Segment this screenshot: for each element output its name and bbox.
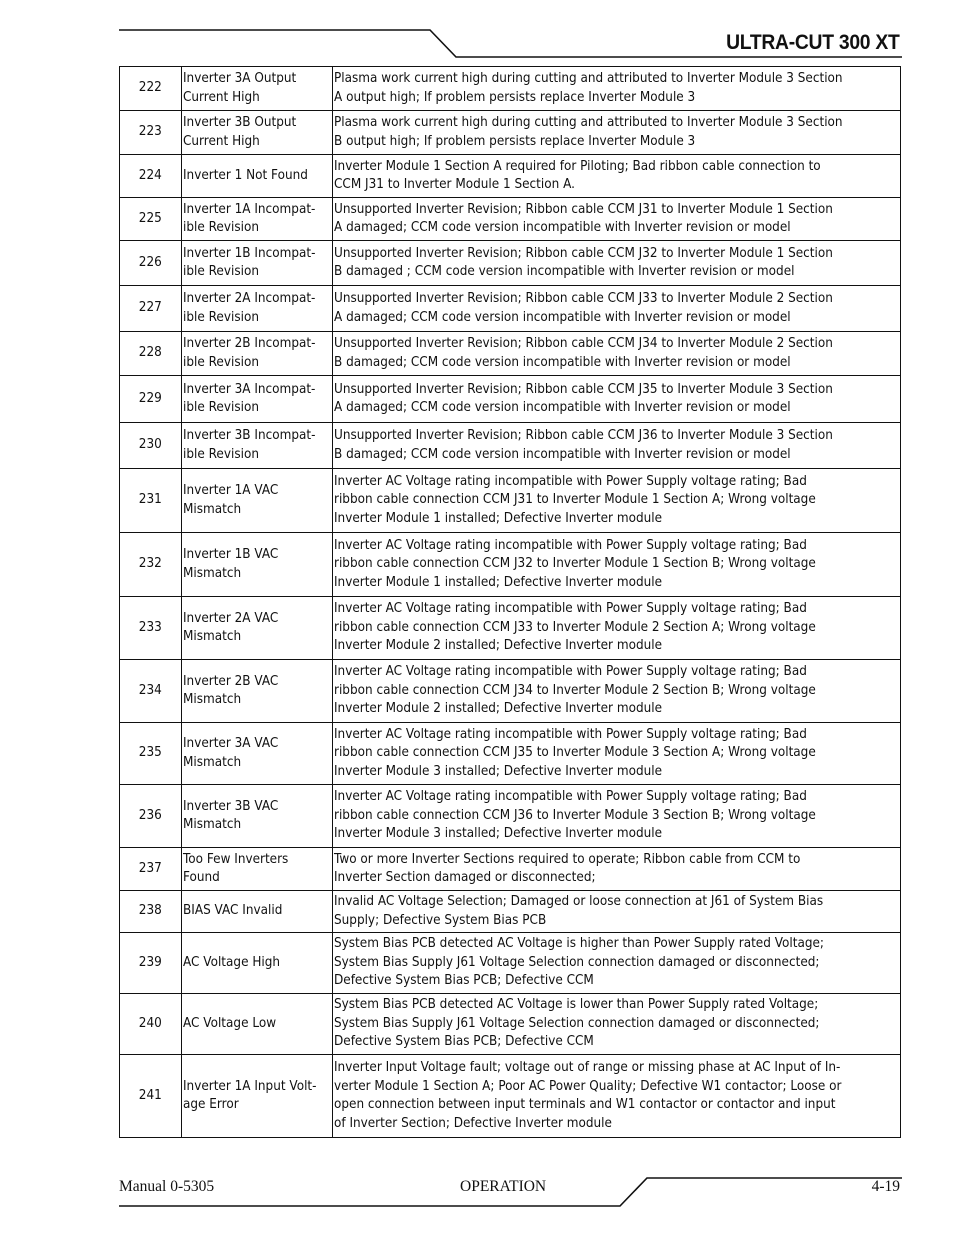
error-name-line: Inverter 2A Incompat- — [182, 291, 315, 306]
error-description-cell — [332, 155, 900, 198]
error-code-cell — [120, 891, 182, 933]
error-description-line: ribbon cable connection CCM J34 to Inverter Module 2 Section B; Wrong voltage — [333, 682, 816, 698]
error-code-cell — [120, 332, 182, 376]
error-description-line: Inverter Module 3 installed; Defective Inverter module — [333, 826, 662, 842]
error-description-cell — [332, 597, 900, 660]
table-row — [120, 723, 901, 785]
error-name-cell — [181, 933, 332, 994]
table-row — [120, 597, 901, 660]
error-name-line: Inverter 1A Incompat- — [182, 201, 315, 217]
error-name-cell — [181, 376, 332, 423]
error-name-line: BIAS VAC Invalid — [182, 903, 282, 919]
error-description-line: Invalid AC Voltage Selection; Damaged or loose connection at J61 of System Bias — [333, 894, 824, 909]
error-name-line: Inverter 1A VAC — [182, 483, 278, 498]
error-description-cell — [332, 198, 900, 241]
error-description-line: ribbon cable connection CCM J31 to Inverter Module 1 Section A; Wrong voltage — [333, 492, 816, 508]
table-row — [120, 469, 901, 533]
error-description-cell — [332, 848, 900, 891]
error-description-line: Inverter Module 2 installed; Defective Inverter module — [333, 701, 662, 717]
error-name-cell — [181, 155, 332, 198]
error-name-line: ible Revision — [182, 309, 259, 325]
error-description-line: of Inverter Section; Defective Inverter module — [333, 1115, 612, 1131]
error-description-line: Unsupported Inverter Revision; Ribbon cable CCM J32 to Inverter Module 1 Section — [333, 245, 833, 261]
page-number: 4-19 — [871, 1178, 900, 1195]
error-description-line: Unsupported Inverter Revision; Ribbon cable CCM J36 to Inverter Module 3 Section — [333, 428, 833, 443]
error-code-cell — [120, 933, 182, 994]
error-description-line: Defective System Bias PCB; Defective CCM — [333, 973, 594, 989]
error-description-cell — [332, 994, 900, 1055]
table-row — [120, 241, 901, 286]
error-description-line: Two or more Inverter Sections required to operate; Ribbon cable from CCM to — [333, 851, 801, 867]
document-title: ULTRA-CUT 300 XT — [725, 31, 899, 54]
error-description-line: Inverter Module 3 installed; Defective Inverter module — [333, 763, 662, 779]
table-row — [120, 848, 901, 891]
error-description-line: ribbon cable connection CCM J33 to Inverter Module 2 Section A; Wrong voltage — [333, 619, 816, 635]
error-description-cell — [332, 933, 900, 994]
error-description-cell — [332, 660, 900, 723]
table-row — [120, 286, 901, 332]
error-name-cell — [181, 785, 332, 848]
error-code-line: 234 — [138, 682, 162, 698]
error-description-line: B damaged; CCM code version incompatible with Inverter revision or model — [333, 354, 791, 370]
error-description-cell — [332, 67, 900, 111]
error-description-cell — [332, 111, 900, 155]
error-description-line: Inverter AC Voltage rating incompatible with Power Supply voltage rating; Bad — [333, 601, 807, 617]
error-description-line: Inverter AC Voltage rating incompatible with Power Supply voltage rating; Bad — [333, 664, 807, 680]
error-name-line: Inverter 1B Incompat- — [182, 245, 316, 261]
error-code-cell — [120, 533, 182, 597]
error-description-line: verter Module 1 Section A; Poor AC Power Quality; Defective W1 contactor; Loose or — [333, 1078, 842, 1094]
error-description-cell — [332, 286, 900, 332]
error-name-cell — [181, 423, 332, 469]
error-code-line: 223 — [138, 124, 162, 140]
error-name-line: Current High — [182, 89, 260, 105]
section-name: OPERATION — [460, 1178, 547, 1195]
error-description-line: ribbon cable connection CCM J35 to Inverter Module 3 Section A; Wrong voltage — [333, 745, 816, 761]
table-row — [120, 785, 901, 848]
error-code-cell — [120, 723, 182, 785]
error-name-line: Mismatch — [182, 692, 241, 707]
error-code-line: 231 — [138, 492, 162, 508]
error-code-line: 235 — [138, 745, 162, 761]
error-description-line: CCM J31 to Inverter Module 1 Section A. — [333, 177, 575, 192]
table-row — [120, 198, 901, 241]
error-name-cell — [181, 67, 332, 111]
error-code-cell — [120, 67, 182, 111]
table-row — [120, 155, 901, 198]
error-code-cell — [120, 469, 182, 533]
error-name-line: Found — [182, 870, 220, 885]
table-row — [120, 660, 901, 723]
table-row — [120, 111, 901, 155]
error-name-cell — [181, 994, 332, 1055]
error-name-line: Mismatch — [182, 565, 241, 581]
error-code-cell — [120, 111, 182, 155]
error-name-cell — [181, 533, 332, 597]
error-name-line: Mismatch — [182, 501, 241, 517]
error-description-line: System Bias PCB detected AC Voltage is higher than Power Supply rated Voltage; — [333, 936, 824, 952]
error-name-line: Inverter 2B VAC — [182, 673, 278, 689]
error-code-line: 233 — [138, 619, 162, 635]
error-description-line: Unsupported Inverter Revision; Ribbon cable CCM J33 to Inverter Module 2 Section — [333, 291, 833, 306]
error-name-cell — [181, 660, 332, 723]
error-description-line: B output high; If problem persists replace Inverter Module 3 — [333, 133, 696, 149]
error-description-line: Inverter Module 1 Section A required for Piloting; Bad ribbon cable connection to — [333, 158, 821, 174]
error-description-cell — [332, 785, 900, 848]
error-code-line: 237 — [138, 860, 162, 876]
error-code-cell — [120, 286, 182, 332]
table-row — [120, 376, 901, 423]
error-description-line: ribbon cable connection CCM J36 to Inverter Module 3 Section B; Wrong voltage — [333, 807, 816, 823]
error-name-cell — [181, 286, 332, 332]
error-name-line: ible Revision — [182, 400, 259, 415]
error-name-line: AC Voltage High — [182, 954, 280, 970]
error-code-line: 236 — [138, 807, 162, 823]
error-code-cell — [120, 376, 182, 423]
error-name-cell — [181, 111, 332, 155]
error-name-line: Inverter 3B Output — [182, 115, 296, 130]
error-code-line: 238 — [138, 903, 162, 919]
error-name-line: Inverter 3B VAC — [182, 798, 278, 814]
error-description-line: Inverter AC Voltage rating incompatible with Power Supply voltage rating; Bad — [333, 473, 807, 489]
error-description-line: Plasma work current high during cutting and attributed to Inverter Module 3 Section — [333, 115, 843, 130]
error-code-line: 225 — [138, 210, 162, 226]
error-description-line: Inverter Section damaged or disconnected; — [333, 870, 596, 885]
error-name-line: Current High — [182, 133, 260, 149]
error-description-line: System Bias Supply J61 Voltage Selection connection damaged or disconnected; — [333, 1015, 820, 1031]
error-name-line: Inverter 3A VAC — [182, 736, 278, 751]
error-name-cell — [181, 848, 332, 891]
error-code-line: 228 — [138, 345, 162, 361]
error-code-line: 222 — [138, 80, 162, 96]
error-name-cell — [181, 469, 332, 533]
error-description-line: A damaged; CCM code version incompatible with Inverter revision or model — [333, 309, 791, 325]
error-description-line: Inverter Module 1 installed; Defective Inverter module — [333, 574, 662, 590]
error-code-cell — [120, 848, 182, 891]
error-name-line: AC Voltage Low — [182, 1015, 276, 1031]
error-description-line: System Bias Supply J61 Voltage Selection connection damaged or disconnected; — [333, 954, 820, 970]
table-row — [120, 933, 901, 994]
error-code-line: 224 — [138, 167, 162, 183]
error-code-cell — [120, 597, 182, 660]
error-description-cell — [332, 376, 900, 423]
error-name-cell — [181, 891, 332, 933]
error-description-line: A damaged; CCM code version incompatible with Inverter revision or model — [333, 220, 791, 235]
error-name-line: Inverter 2B Incompat- — [182, 336, 316, 351]
error-description-cell — [332, 332, 900, 376]
error-name-line: Inverter 3A Output — [182, 71, 296, 86]
error-name-cell — [181, 1055, 332, 1138]
error-description-cell — [332, 423, 900, 469]
table-row — [120, 533, 901, 597]
error-name-line: age Error — [182, 1097, 239, 1112]
error-code-cell — [120, 423, 182, 469]
error-code-line: 229 — [138, 390, 162, 406]
error-code-cell — [120, 1055, 182, 1138]
error-code-line: 240 — [138, 1015, 162, 1031]
table-row — [120, 332, 901, 376]
error-name-line: Mismatch — [182, 817, 241, 832]
error-description-cell — [332, 723, 900, 785]
error-description-line: Supply; Defective System Bias PCB — [333, 912, 547, 928]
error-name-line: ible Revision — [182, 264, 259, 279]
error-name-cell — [181, 198, 332, 241]
error-description-line: B damaged ; CCM code version incompatible with Inverter revision or model — [333, 264, 795, 279]
error-name-line: ible Revision — [182, 354, 259, 370]
error-code-table-body — [120, 67, 901, 1138]
error-code-cell — [120, 241, 182, 286]
table-row — [120, 1055, 901, 1138]
error-name-line: Inverter 1B VAC — [182, 547, 278, 562]
error-code-cell — [120, 660, 182, 723]
error-description-line: Unsupported Inverter Revision; Ribbon cable CCM J31 to Inverter Module 1 Section — [333, 201, 833, 217]
error-description-cell — [332, 891, 900, 933]
error-name-cell — [181, 597, 332, 660]
error-code-cell — [120, 198, 182, 241]
error-code-line: 241 — [138, 1087, 162, 1103]
error-description-line: Inverter Module 2 installed; Defective Inverter module — [333, 638, 662, 654]
error-code-cell — [120, 785, 182, 848]
error-name-cell — [181, 332, 332, 376]
error-name-line: Mismatch — [182, 754, 241, 770]
error-description-line: System Bias PCB detected AC Voltage is lower than Power Supply rated Voltage; — [333, 997, 819, 1013]
manual-number: Manual 0-5305 — [119, 1178, 215, 1195]
error-description-line: A damaged; CCM code version incompatible with Inverter revision or model — [333, 400, 791, 415]
error-name-line: ible Revision — [182, 446, 259, 462]
error-name-line: Too Few Inverters — [182, 851, 288, 867]
error-name-line: Inverter 3B Incompat- — [182, 428, 316, 443]
error-name-line: Inverter 3A Incompat- — [182, 381, 315, 397]
error-code-line: 232 — [138, 556, 162, 572]
error-description-line: Plasma work current high during cutting and attributed to Inverter Module 3 Section — [333, 71, 843, 86]
table-row — [120, 994, 901, 1055]
error-name-line: Inverter 2A VAC — [182, 610, 278, 626]
error-description-line: open connection between input terminals and W1 contactor or contactor and input — [333, 1097, 836, 1112]
error-code-cell — [120, 155, 182, 198]
error-description-line: Inverter AC Voltage rating incompatible with Power Supply voltage rating; Bad — [333, 726, 807, 742]
error-name-cell — [181, 241, 332, 286]
error-code-table — [119, 66, 901, 1138]
error-description-cell — [332, 241, 900, 286]
error-code-line: 226 — [138, 254, 162, 270]
error-name-line: Inverter 1A Input Volt- — [182, 1078, 317, 1094]
error-code-line: 239 — [138, 954, 162, 970]
error-description-line: B damaged; CCM code version incompatible with Inverter revision or model — [333, 446, 791, 462]
table-row — [120, 67, 901, 111]
error-description-line: ribbon cable connection CCM J32 to Inverter Module 1 Section B; Wrong voltage — [333, 556, 816, 572]
error-description-cell — [332, 533, 900, 597]
error-description-line: Unsupported Inverter Revision; Ribbon cable CCM J35 to Inverter Module 3 Section — [333, 381, 833, 397]
error-code-line: 230 — [138, 437, 162, 453]
error-name-line: ible Revision — [182, 220, 259, 235]
error-name-cell — [181, 723, 332, 785]
table-row — [120, 891, 901, 933]
error-description-line: Inverter AC Voltage rating incompatible with Power Supply voltage rating; Bad — [333, 789, 807, 805]
error-name-line: Inverter 1 Not Found — [182, 167, 308, 183]
error-description-cell — [332, 1055, 900, 1138]
error-code-cell — [120, 994, 182, 1055]
error-code-line: 227 — [138, 300, 162, 316]
error-description-line: Inverter Module 1 installed; Defective Inverter module — [333, 510, 662, 526]
error-description-line: Defective System Bias PCB; Defective CCM — [333, 1034, 594, 1050]
error-description-cell — [332, 469, 900, 533]
error-description-line: Inverter Input Voltage fault; voltage out of range or missing phase at AC Input of In- — [333, 1060, 841, 1075]
table-row — [120, 423, 901, 469]
error-name-line: Mismatch — [182, 629, 241, 644]
error-description-line: Unsupported Inverter Revision; Ribbon cable CCM J34 to Inverter Module 2 Section — [333, 336, 833, 351]
error-description-line: Inverter AC Voltage rating incompatible with Power Supply voltage rating; Bad — [333, 537, 807, 553]
error-description-line: A output high; If problem persists replace Inverter Module 3 — [333, 89, 696, 105]
